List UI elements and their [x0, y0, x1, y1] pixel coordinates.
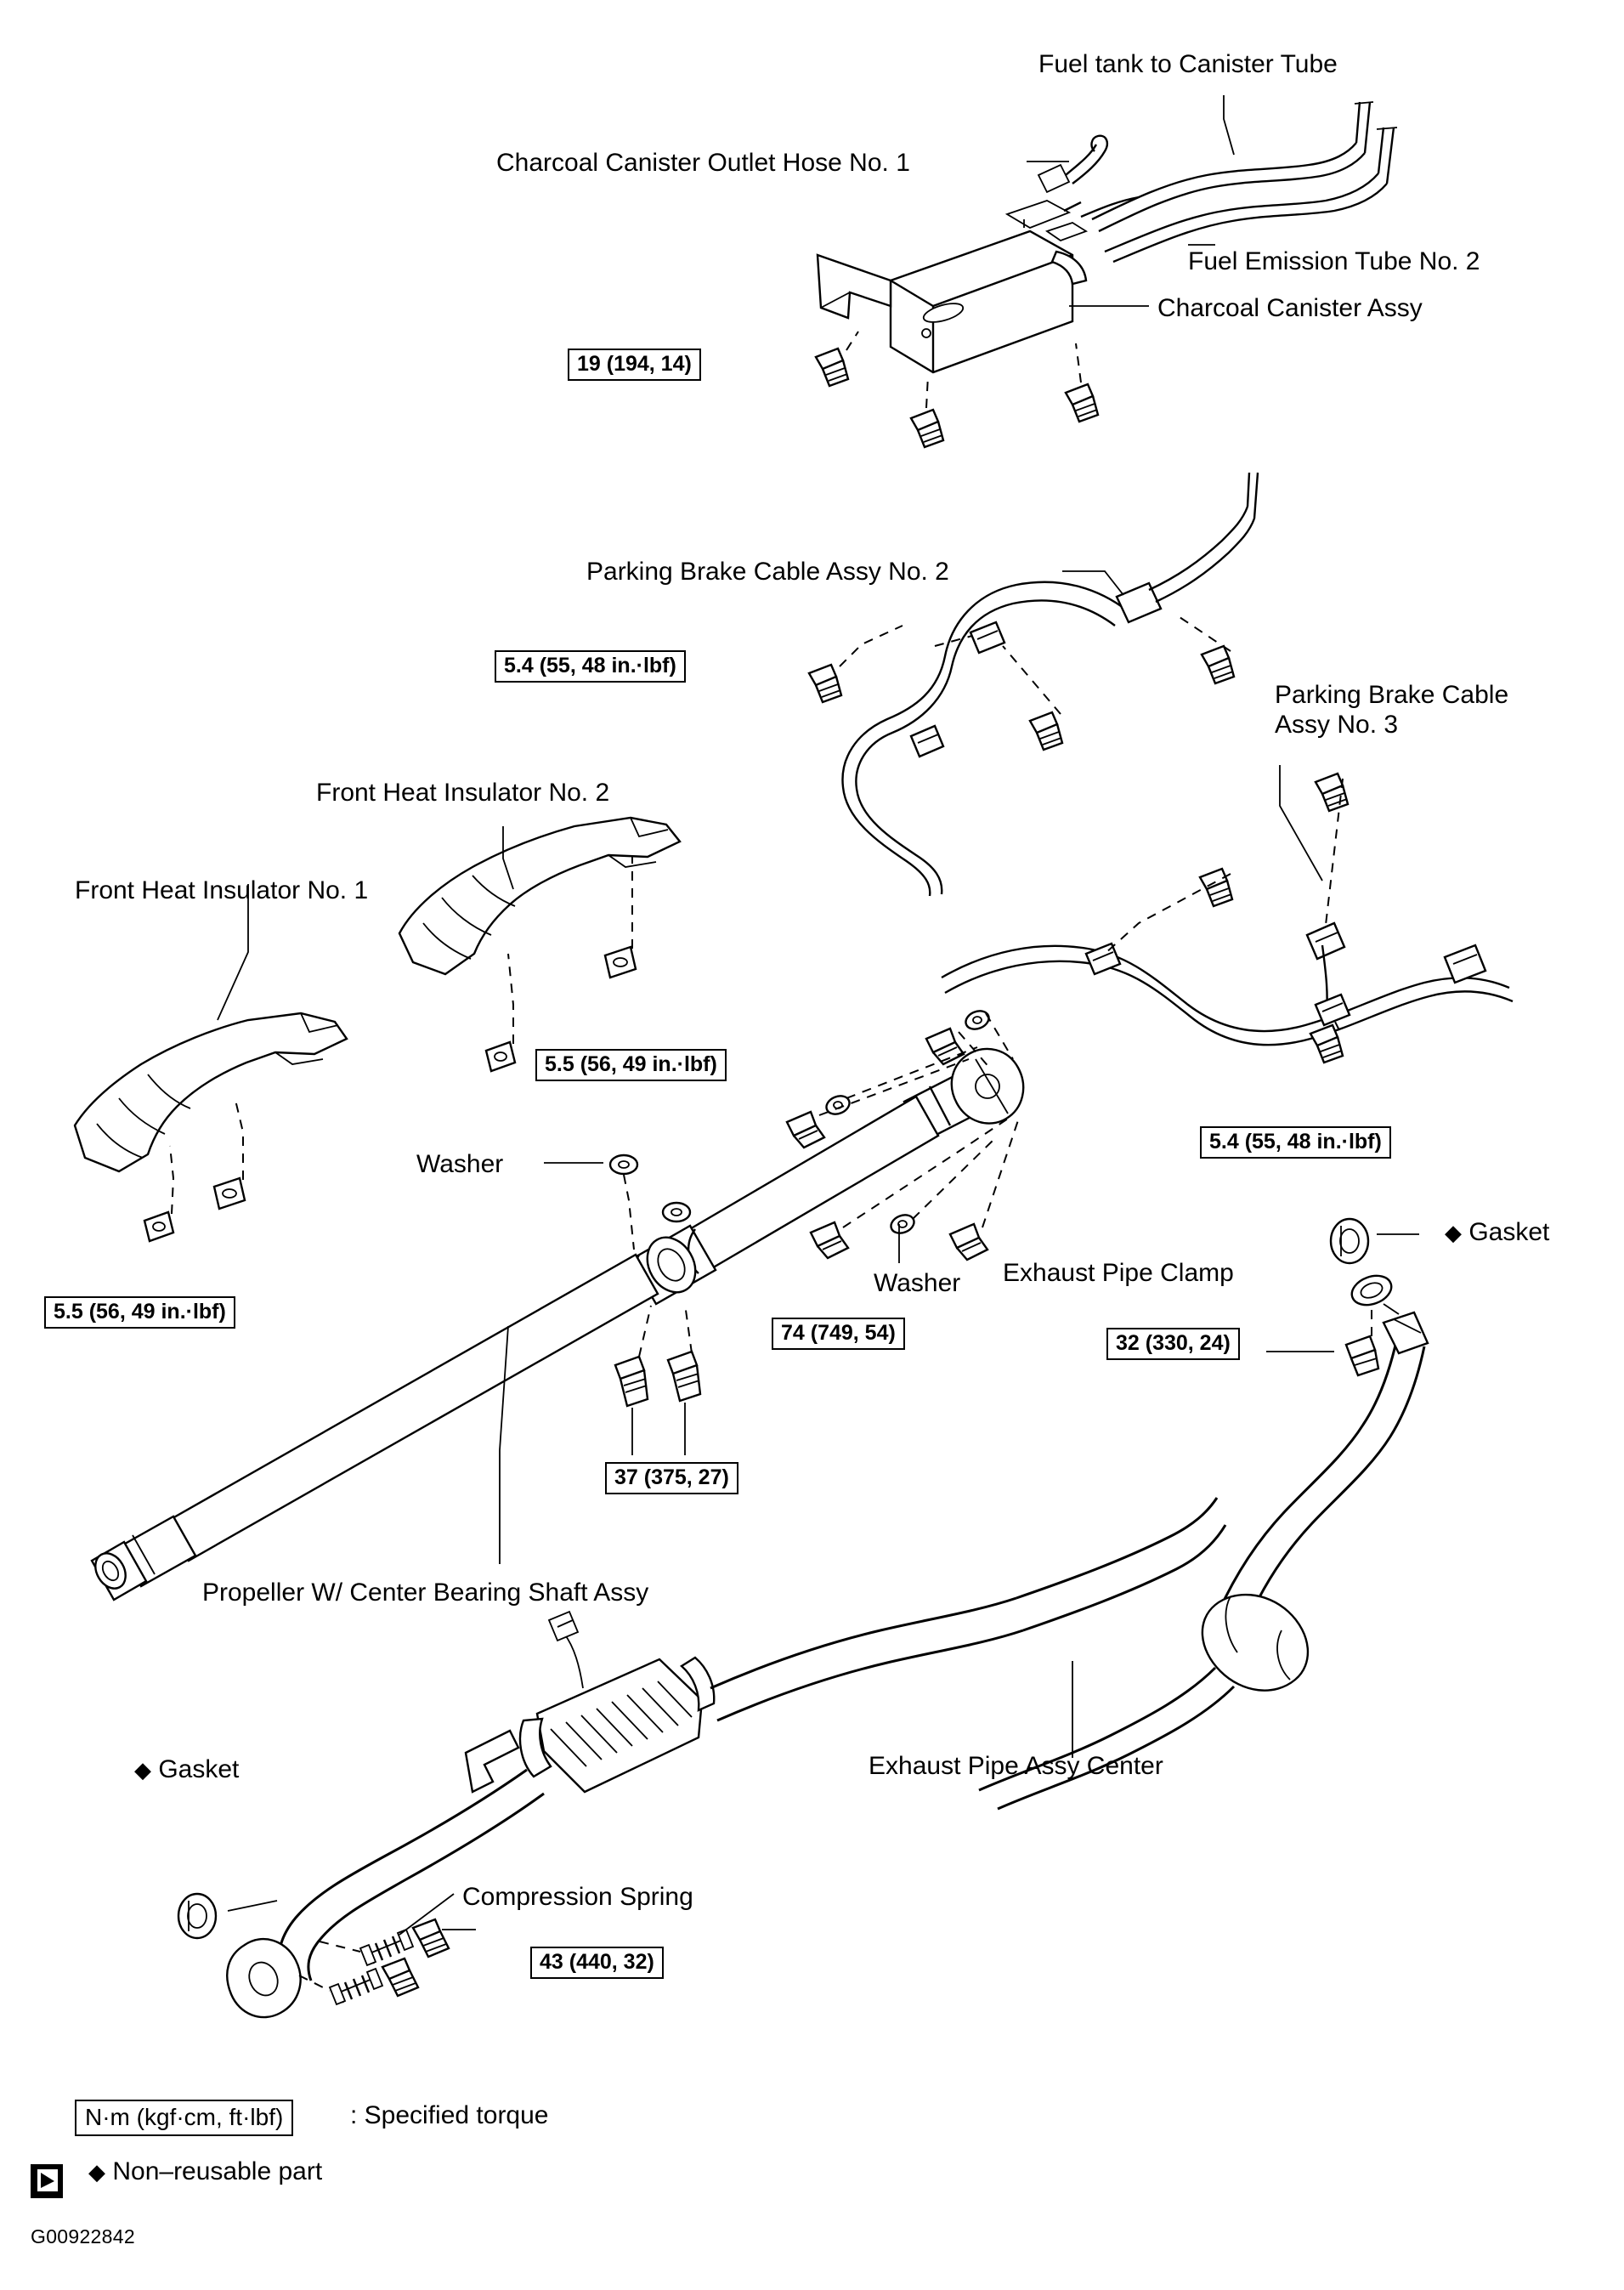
label-charcoal-canister-outlet-hose-no1: Charcoal Canister Outlet Hose No. 1	[496, 149, 910, 177]
torque-exhaust-clamp: 32 (330, 24)	[1106, 1328, 1240, 1360]
insulator1-nut-left	[144, 1212, 173, 1241]
canister-bolt-mid	[911, 410, 943, 447]
flange-washer-c	[888, 1211, 916, 1236]
label-gasket-right-text: Gasket	[1468, 1218, 1550, 1246]
legend-non-reusable-text: Non–reusable part	[112, 2157, 323, 2185]
legend-torque-unit-box: N·m (kgf·cm, ft·lbf)	[75, 2100, 293, 2136]
pb-bolt-5	[1200, 869, 1232, 906]
insulator2-nut-left	[486, 1042, 515, 1071]
label-parking-brake-cable-assy-no3	[1275, 680, 1581, 740]
flange-bolt-d	[950, 1224, 987, 1260]
canister-bolt-left	[816, 349, 848, 386]
flange-bolt-a	[926, 1029, 964, 1064]
label-compression-spring: Compression Spring	[462, 1883, 693, 1911]
label-gasket-left-text: Gasket	[158, 1755, 240, 1783]
washer-part-upper2	[663, 1203, 690, 1222]
legend-torque-unit-text: : Specified torque	[350, 2101, 549, 2129]
label-fuel-tank-to-canister-tube: Fuel tank to Canister Tube	[1038, 50, 1338, 78]
flange-bolt-c	[811, 1222, 848, 1258]
label-parking-brake-cable-assy-no3-line2: Assy No. 3	[1275, 711, 1399, 740]
canister-bolt-right	[1066, 384, 1098, 422]
label-charcoal-canister-assy: Charcoal Canister Assy	[1157, 294, 1423, 322]
label-exhaust-pipe-assy-center: Exhaust Pipe Assy Center	[869, 1752, 1163, 1780]
label-gasket-right	[1445, 1217, 1549, 1247]
label-parking-brake-cable-assy-no3-line1: Parking Brake Cable	[1275, 681, 1509, 709]
flange-bolt-b	[787, 1112, 824, 1148]
exhaust-pipe-clamp-part	[1348, 1271, 1399, 1314]
flange-washer-a	[963, 1007, 991, 1032]
center-bearing-bolt-r	[668, 1352, 700, 1401]
flange-washer-b	[823, 1092, 852, 1117]
torque-propeller-flange: 37 (375, 27)	[605, 1462, 738, 1494]
insulator1-nut-right	[214, 1178, 245, 1209]
label-front-heat-insulator-no1: Front Heat Insulator No. 1	[75, 876, 369, 904]
label-washer-lower: Washer	[874, 1269, 961, 1297]
washer-part-upper	[610, 1155, 637, 1174]
torque-heat-insulator-no2: 5.5 (56, 49 in.·lbf)	[535, 1049, 727, 1081]
label-washer-upper: Washer	[416, 1150, 504, 1178]
torque-center-bearing: 74 (749, 54)	[772, 1318, 905, 1350]
label-propeller-w-center-bearing-shaft-assy: Propeller W/ Center Bearing Shaft Assy	[202, 1579, 649, 1607]
front-bolt-a	[413, 1919, 449, 1957]
torque-canister: 19 (194, 14)	[568, 349, 701, 381]
insulator2-nut-right	[605, 947, 636, 978]
torque-heat-insulator-no1: 5.5 (56, 49 in.·lbf)	[44, 1296, 235, 1329]
non-reusable-diamond-right: ◆	[1445, 1220, 1462, 1245]
label-front-heat-insulator-no2: Front Heat Insulator No. 2	[316, 779, 610, 807]
center-bearing-bolt-l	[615, 1357, 648, 1406]
non-reusable-diamond-left: ◆	[134, 1757, 151, 1783]
pb-bolt-1	[809, 665, 841, 702]
torque-exhaust-front: 43 (440, 32)	[530, 1947, 664, 1979]
clamp-bolt	[1346, 1336, 1378, 1375]
legend-non-reusable	[88, 2157, 322, 2186]
legend-symbol-icon	[31, 2164, 63, 2198]
label-exhaust-pipe-clamp: Exhaust Pipe Clamp	[1003, 1259, 1234, 1287]
pb-bolt-3	[1202, 646, 1234, 683]
pb-bolt-2	[1030, 712, 1062, 750]
label-parking-brake-cable-assy-no2: Parking Brake Cable Assy No. 2	[586, 558, 949, 586]
gasket-right-part	[1331, 1219, 1368, 1263]
torque-pb-cable-no2: 5.4 (55, 48 in.·lbf)	[495, 650, 686, 683]
label-fuel-emission-tube-no2: Fuel Emission Tube No. 2	[1188, 247, 1480, 275]
torque-pb-cable-no3: 5.4 (55, 48 in.·lbf)	[1200, 1126, 1391, 1159]
label-gasket-left	[134, 1754, 239, 1784]
front-bolt-b	[382, 1958, 418, 1996]
figure-code: G00922842	[31, 2225, 135, 2247]
non-reusable-diamond-legend: ◆	[88, 2159, 105, 2185]
gasket-left-part	[178, 1894, 216, 1938]
compression-spring-b	[330, 1969, 382, 2004]
